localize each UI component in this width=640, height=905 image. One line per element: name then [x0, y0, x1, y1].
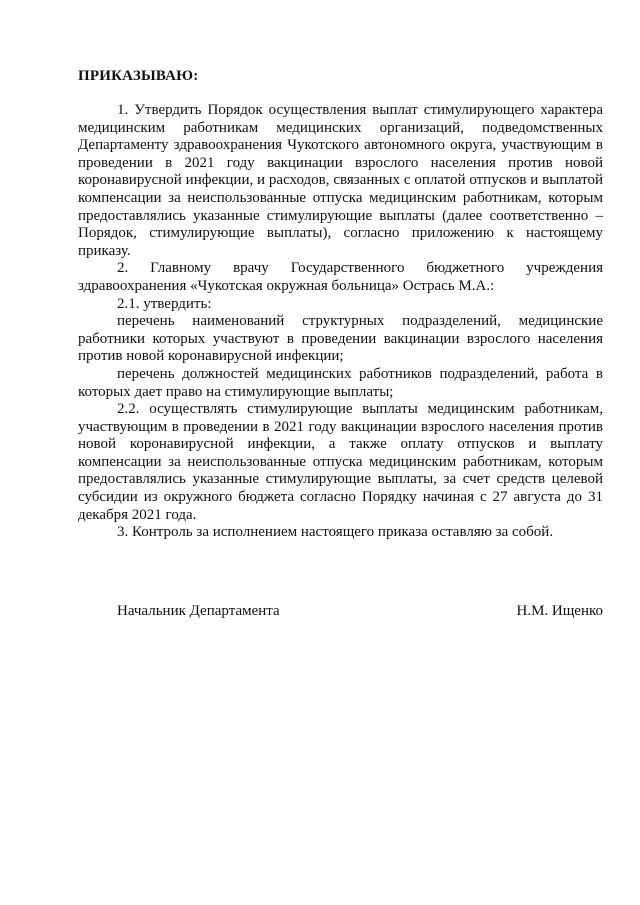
signature-name: Н.М. Ищенко — [516, 603, 603, 619]
paragraph-1: 1. Утвердить Порядок осуществления выплат стимулирующего характера медицинским работникам медицинских организаций, подведомственных Департаменту здравоохранения Чукотского автономного округа, участвующим в проведении в 2021 году вакцинации взрослого населения против новой коронавирусной инфекции, и расходов, связанных с оплатой отпусков и выплатой компенсации за неиспользованные отпуска медицинским работникам, которым предоставлялись указанные стимулирующие выплаты (далее соответственно – Порядок, стимулирующие выплаты), согласно приложению к настоящему приказу. — [78, 102, 603, 259]
paragraph-2-1: 2.1. утвердить: — [117, 295, 212, 312]
paragraph-2-1-list-item-2: перечень должностей медицинских работников подразделений, работа в которых дает право на стимулирующие выплаты; — [78, 365, 603, 400]
paragraph-3: 3. Контроль за исполнением настоящего приказа оставляю за собой. — [117, 524, 554, 541]
order-heading: ПРИКАЗЫВАЮ: — [78, 68, 199, 84]
paragraph-2: 2. Главному врачу Государственного бюджетного учреждения здравоохранения «Чукотская окружная больница» Острась М.А.: — [78, 260, 603, 294]
paragraph-2-2: 2.2. осуществлять стимулирующие выплаты медицинским работникам, участвующим в проведении в 2021 году вакцинации взрослого населения против новой коронавирусной инфекции, а также оплату отпусков и выплату компенсации за неиспользованные отпуска медицинским работникам, которым предоставлялись указанные стимулирующие выплаты, за счет средств целевой субсидии из окружного бюджета согласно Порядку начиная с 27 августа до 31 декабря 2021 года. — [78, 401, 603, 523]
signature-title: Начальник Департамента — [117, 603, 280, 619]
paragraph-2-1-list-item-1: перечень наименований структурных подразделений, медицинские работники которых участвуют в проведении вакцинации взрослого населения против новой коронавирусной инфекции; — [78, 313, 603, 365]
signature-block — [78, 603, 603, 623]
order-body — [78, 102, 603, 542]
